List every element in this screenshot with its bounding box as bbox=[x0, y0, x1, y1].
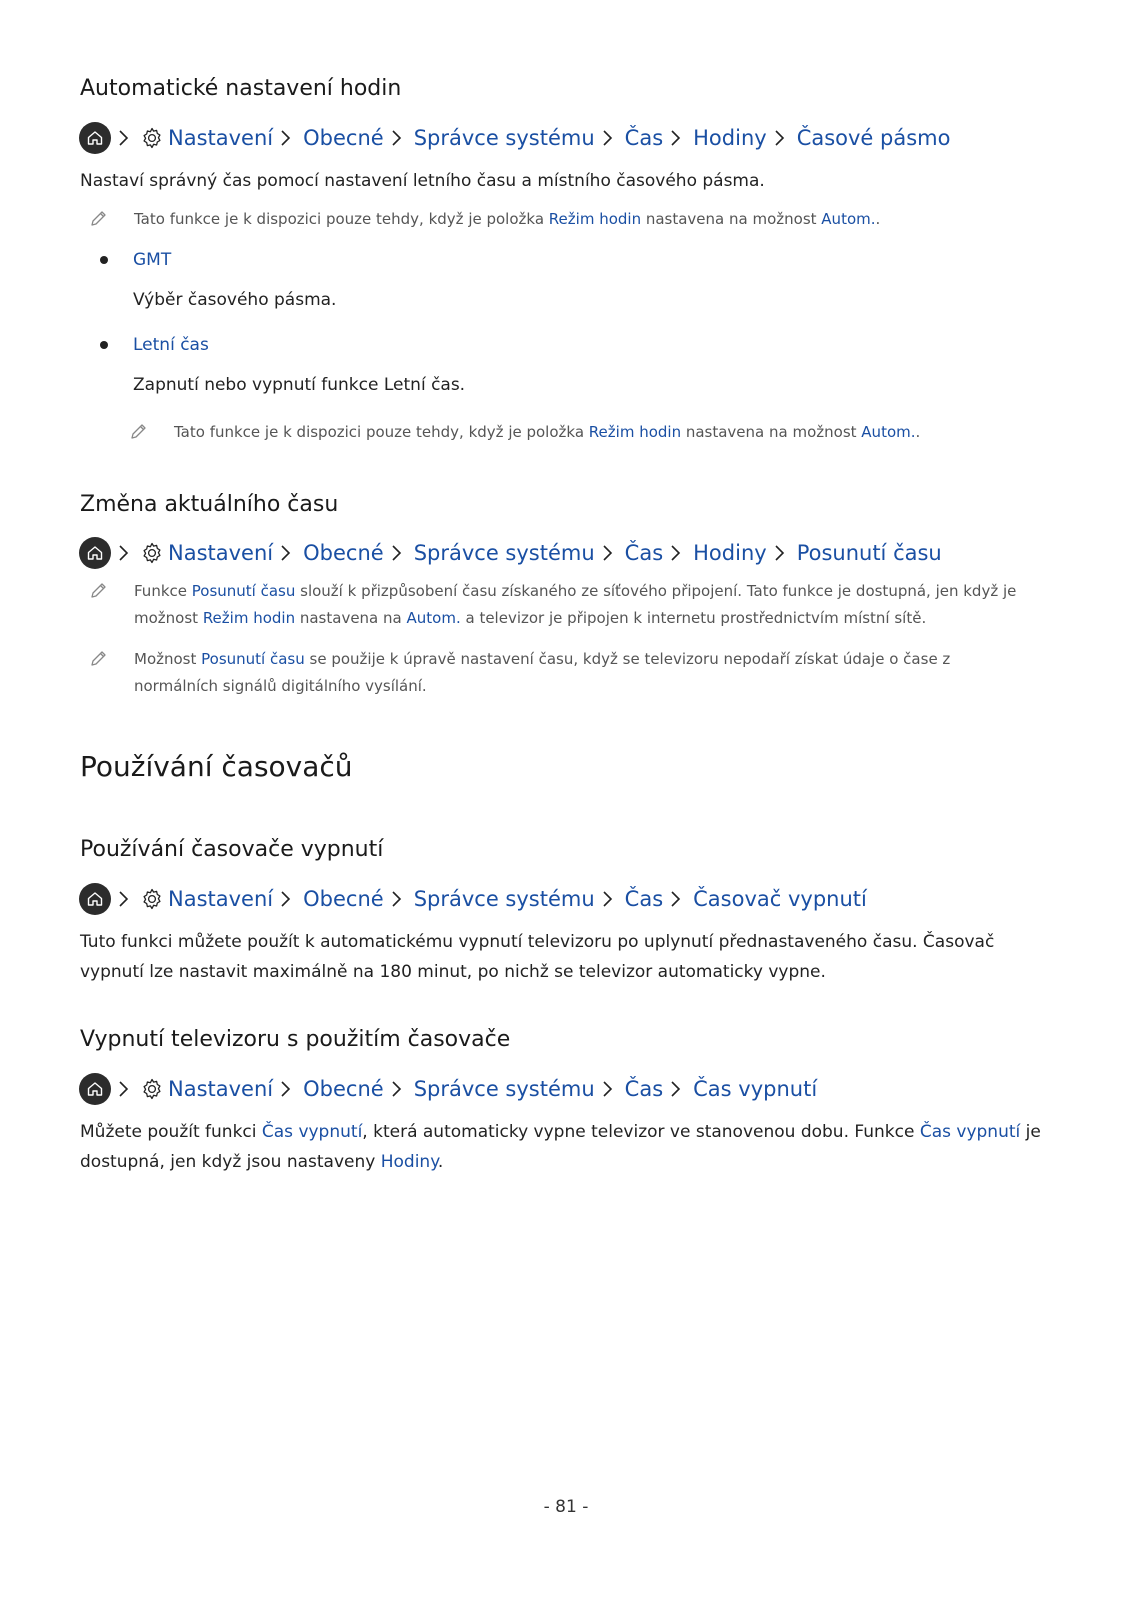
breadcrumb-item: Hodiny bbox=[693, 126, 767, 150]
page-number: - 81 - bbox=[543, 1497, 589, 1517]
pencil-icon bbox=[88, 209, 108, 229]
breadcrumb-item: Obecné bbox=[303, 887, 384, 911]
link-rezim-hodin: Režim hodin bbox=[202, 609, 296, 627]
chevron-right-icon bbox=[601, 889, 621, 909]
breadcrumb-item: Nastavení bbox=[168, 126, 274, 150]
note-auto-clock bbox=[88, 206, 1028, 233]
chevron-right-icon bbox=[669, 128, 689, 148]
bullet-label-letni-cas: Letní čas bbox=[133, 335, 209, 355]
link-posunuti-casu: Posunutí času bbox=[191, 582, 296, 600]
link-autom: Autom. bbox=[861, 423, 916, 441]
chapter-heading-timers: Používání časovačů bbox=[80, 750, 353, 783]
section-heading-auto-clock: Automatické nastavení hodin bbox=[80, 76, 402, 101]
breadcrumb-item: Obecné bbox=[303, 126, 384, 150]
note-text: Možnost Posunutí času se použije k úpravě nastavení času, když se televizoru nepodaří získat údaje o čase z normálních signálů digitálního vysílání. bbox=[134, 650, 951, 695]
description-auto-clock: Nastaví správný čas pomocí nastavení letního času a místního časového pásma. bbox=[80, 171, 765, 191]
chevron-right-icon bbox=[390, 128, 410, 148]
section-heading-off-timer: Vypnutí televizoru s použitím časovače bbox=[80, 1027, 511, 1052]
chevron-right-icon bbox=[601, 1079, 621, 1099]
pencil-icon bbox=[88, 581, 108, 601]
menu-path-off-timer bbox=[79, 1071, 817, 1107]
section-heading-change-time: Změna aktuálního času bbox=[80, 492, 339, 517]
gear-icon bbox=[141, 888, 163, 910]
chevron-right-icon bbox=[279, 1079, 299, 1099]
bullet-text-letni-cas: Zapnutí nebo vypnutí funkce Letní čas. bbox=[133, 375, 466, 395]
breadcrumb-item: Hodiny bbox=[693, 541, 767, 565]
chevron-right-icon bbox=[279, 128, 299, 148]
chevron-right-icon bbox=[773, 543, 793, 563]
menu-path-sleep-timer bbox=[79, 881, 867, 917]
chevron-right-icon bbox=[390, 889, 410, 909]
breadcrumb-item: Správce systému bbox=[413, 887, 595, 911]
pencil-icon bbox=[88, 649, 108, 669]
menu-path-auto-clock bbox=[79, 120, 950, 156]
breadcrumb-item: Správce systému bbox=[413, 126, 595, 150]
bullet-label-gmt: GMT bbox=[133, 250, 172, 270]
chevron-right-icon bbox=[117, 543, 137, 563]
chevron-right-icon bbox=[117, 128, 137, 148]
breadcrumb-item: Nastavení bbox=[168, 887, 274, 911]
gear-icon bbox=[141, 1078, 163, 1100]
chevron-right-icon bbox=[279, 543, 299, 563]
chevron-right-icon bbox=[669, 1079, 689, 1099]
breadcrumb-item: Posunutí času bbox=[796, 541, 942, 565]
description-sleep-timer: Tuto funkci můžete použít k automatickému vypnutí televizoru po uplynutí přednastaveného času. Časovač vypnutí lze nastavit maximálně na 180 minut, po nichž se televizor automaticky vypne. bbox=[80, 932, 995, 982]
chevron-right-icon bbox=[669, 543, 689, 563]
home-icon bbox=[79, 122, 111, 154]
gear-icon bbox=[141, 127, 163, 149]
breadcrumb-item: Nastavení bbox=[168, 541, 274, 565]
note-letni-cas bbox=[128, 419, 1028, 446]
chevron-right-icon bbox=[117, 1079, 137, 1099]
breadcrumb-item: Časové pásmo bbox=[796, 126, 951, 150]
pencil-icon bbox=[128, 422, 148, 442]
chevron-right-icon bbox=[117, 889, 137, 909]
note-text: Funkce Posunutí času slouží k přizpůsobení času získaného ze síťového připojení. Tato funkce je dostupná, jen když je možnost Režim hodin nastavena na Autom. a televizor je připojen k internetu prostřednictvím místní sítě. bbox=[134, 582, 1017, 627]
link-cas-vypnuti: Čas vypnutí bbox=[919, 1122, 1021, 1142]
breadcrumb-item: Správce systému bbox=[413, 1077, 595, 1101]
bullet-gmt bbox=[100, 250, 171, 270]
description-off-timer: Můžete použít funkci Čas vypnutí, která automaticky vypne televizor ve stanovenou dobu. Funkce Čas vypnutí je dostupná, jen když jsou nastaveny Hodiny. bbox=[80, 1122, 1041, 1172]
home-icon bbox=[79, 537, 111, 569]
chevron-right-icon bbox=[279, 889, 299, 909]
home-icon bbox=[79, 883, 111, 915]
bullet-dot bbox=[100, 256, 108, 264]
home-icon bbox=[79, 1073, 111, 1105]
breadcrumb-item: Obecné bbox=[303, 1077, 384, 1101]
chevron-right-icon bbox=[390, 543, 410, 563]
chevron-right-icon bbox=[669, 889, 689, 909]
link-autom: Autom. bbox=[821, 210, 876, 228]
breadcrumb-item: Čas bbox=[624, 126, 664, 150]
link-rezim-hodin: Režim hodin bbox=[588, 423, 682, 441]
link-hodiny: Hodiny bbox=[380, 1152, 438, 1172]
section-heading-sleep-timer: Používání časovače vypnutí bbox=[80, 837, 384, 862]
note-text: Tato funkce je k dispozici pouze tehdy, když je položka Režim hodin nastavena na možnost Autom.. bbox=[174, 423, 921, 441]
menu-path-change-time bbox=[79, 535, 942, 571]
chevron-right-icon bbox=[601, 128, 621, 148]
bullet-text-gmt: Výběr časového pásma. bbox=[133, 290, 337, 310]
bullet-dot bbox=[100, 341, 108, 349]
note-text: Tato funkce je k dispozici pouze tehdy, když je položka Režim hodin nastavena na možnost Autom.. bbox=[134, 210, 881, 228]
link-posunuti-casu: Posunutí času bbox=[201, 650, 305, 668]
bullet-letni-cas bbox=[100, 335, 209, 355]
breadcrumb-item: Čas bbox=[624, 1077, 664, 1101]
note-posunuti-casu-1 bbox=[88, 578, 1028, 632]
note-posunuti-casu-2 bbox=[88, 646, 1028, 700]
breadcrumb-item: Nastavení bbox=[168, 1077, 274, 1101]
chevron-right-icon bbox=[773, 128, 793, 148]
link-autom: Autom. bbox=[406, 609, 461, 627]
breadcrumb-item: Správce systému bbox=[413, 541, 595, 565]
breadcrumb-item: Čas bbox=[624, 541, 664, 565]
chevron-right-icon bbox=[390, 1079, 410, 1099]
chevron-right-icon bbox=[601, 543, 621, 563]
breadcrumb-item: Časovač vypnutí bbox=[693, 887, 867, 911]
breadcrumb-item: Obecné bbox=[303, 541, 384, 565]
link-rezim-hodin: Režim hodin bbox=[548, 210, 642, 228]
breadcrumb-item: Čas bbox=[624, 887, 664, 911]
link-cas-vypnuti: Čas vypnutí bbox=[261, 1122, 363, 1142]
gear-icon bbox=[141, 542, 163, 564]
breadcrumb-item: Čas vypnutí bbox=[693, 1077, 818, 1101]
